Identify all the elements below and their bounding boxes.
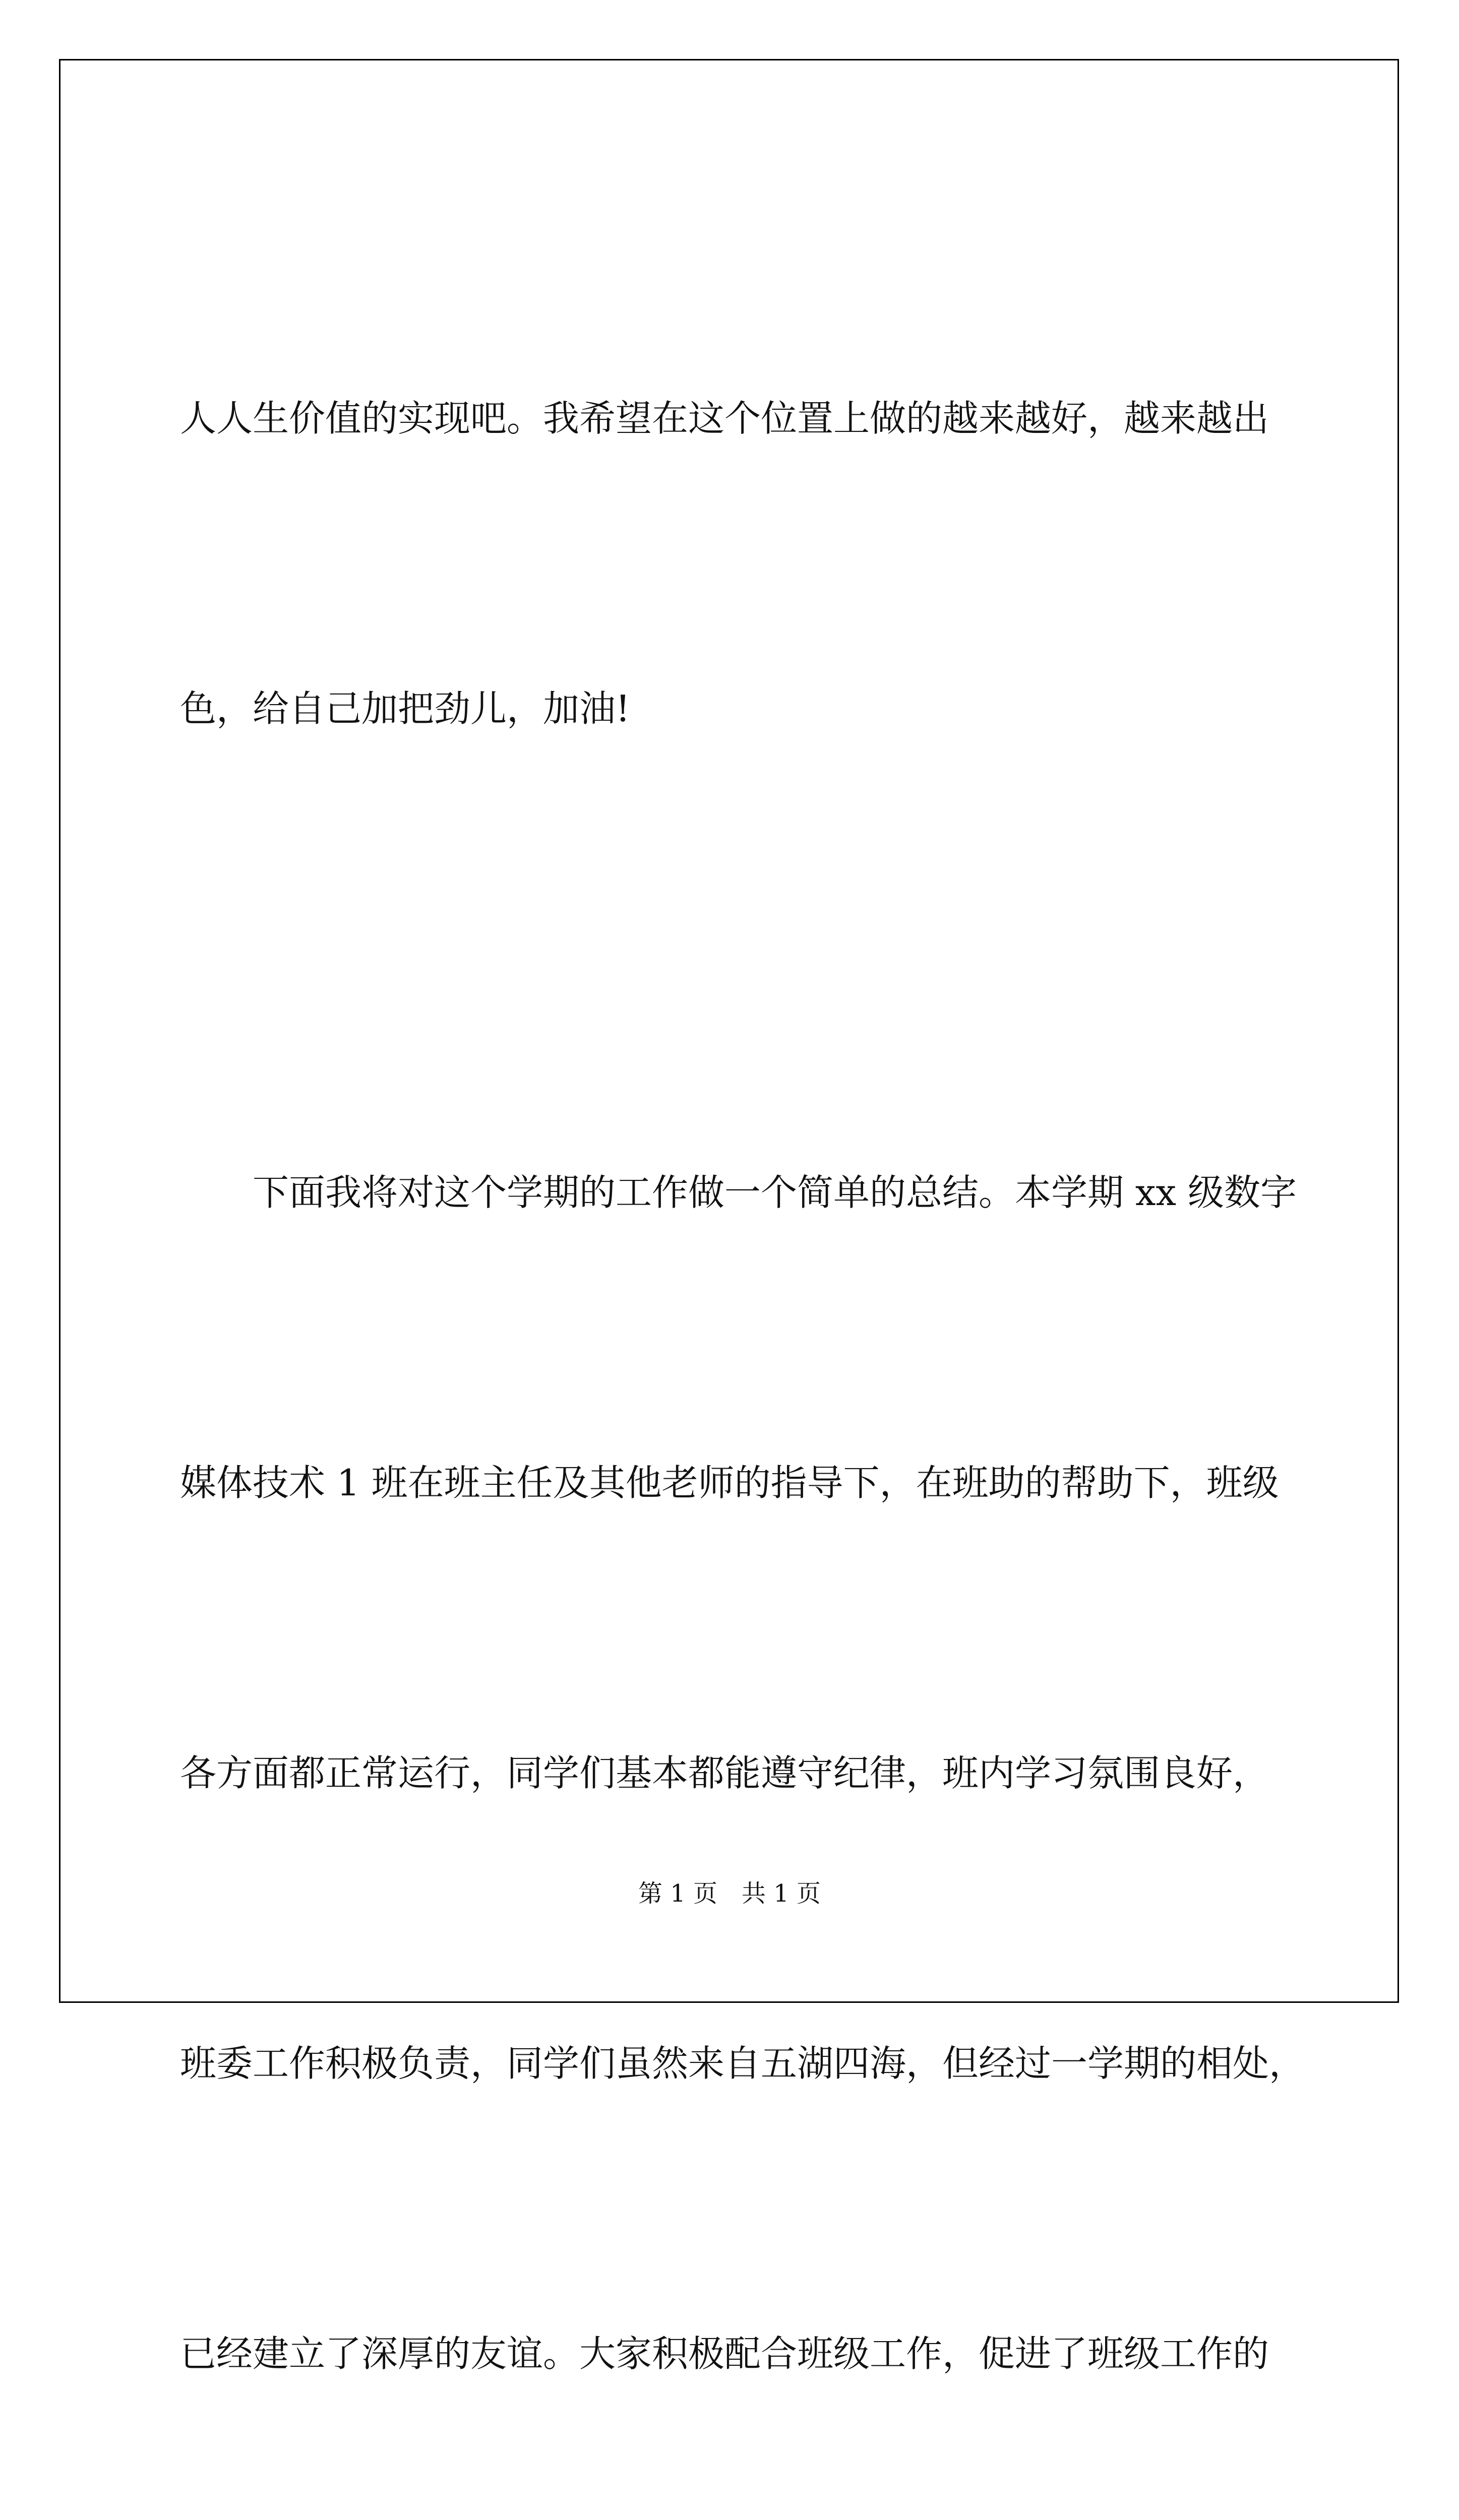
document-body bbox=[180, 176, 1306, 2520]
text-line: 人人生价值的实现吧。我希望在这个位置上做的越来越好，越来越出 bbox=[180, 397, 1269, 439]
paragraph-1 bbox=[180, 176, 1279, 951]
text-line: 媒体技术 1 班在班主任及其他老师的指导下，在班助的帮助下，班级 bbox=[180, 1462, 1279, 1504]
page-number-footer: 第 1 页 共 1 页 bbox=[638, 1879, 821, 1908]
text-line: 已经建立了深厚的友谊。大家积极配合班级工作，促进了班级工作的 bbox=[180, 2333, 1269, 2375]
text-line: 下面我将对这个学期的工作做一个简单的总结。本学期 xx 级数字 bbox=[253, 1171, 1297, 1214]
paragraph-2 bbox=[180, 951, 1306, 2520]
text-line: 各方面都正常运行，同学们基本都能遵守纪律，班内学习氛围良好， bbox=[180, 1752, 1269, 1794]
text-line: 班委工作积极负责，同学们虽然来自五湖四海，但经过一学期的相处， bbox=[180, 2042, 1306, 2085]
text-line: 色，给自己加把劲儿，加油! bbox=[180, 687, 630, 730]
